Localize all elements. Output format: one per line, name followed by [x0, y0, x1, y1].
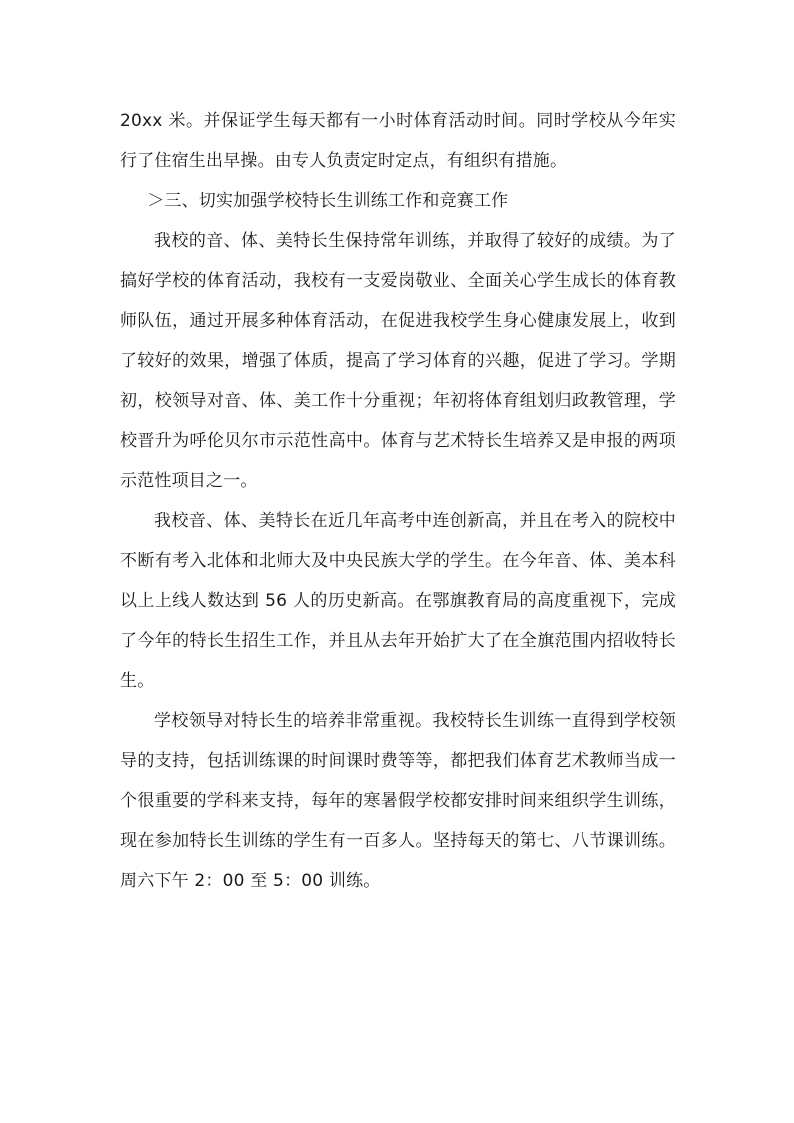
- document-body: [120, 101, 676, 901]
- section-heading: ＞三、切实加强学校特长生训练工作和竞赛工作: [147, 191, 509, 211]
- paragraph-special-training: 我校的音、体、美特长生保持常年训练，并取得了较好的成绩。为了搞好学校的体育活动，我校有一支爱岗敬业、全面关心学生成长的体育教师队伍，通过开展多种体育活动，在促进我校学生身心健康发展上，收到了较好的效果，增强了体质，提高了学习体育的兴趣，促进了学习。学期初，校领导对音、体、美工作十分重视；年初将体育组划归政教管理，学校晋升为呼伦贝尔市示范性高中。体育与艺术特长生培养又是申报的两项示范性项目之一。: [120, 231, 676, 491]
- paragraph-leadership-support: 学校领导对特长生的培养非常重视。我校特长生训练一直得到学校领导的支持，包括训练课的时间课时费等等，都把我们体育艺术教师当成一个很重要的学科来支持，每年的寒暑假学校都安排时间来组织学生训练，现在参加特长生训练的学生有一百多人。坚持每天的第七、八节课训练。周六下午 2：00 至 5：00 训练。: [120, 711, 676, 891]
- paragraph-exam-results: 我校音、体、美特长在近几年高考中连创新高，并且在考入的院校中不断有考入北体和北师大及中央民族大学的学生。在今年音、体、美本科以上上线人数达到 56 人的历史新高。在鄂旗教育局的高度重视下，完成了今年的特长生招生工作，并且从去年开始扩大了在全旗范围内招收特长生。: [120, 511, 676, 691]
- paragraph-continuation: 20xx 米。并保证学生每天都有一小时体育活动时间。同时学校从今年实行了住宿生出早操。由专人负责定时定点，有组织有措施。: [120, 111, 676, 171]
